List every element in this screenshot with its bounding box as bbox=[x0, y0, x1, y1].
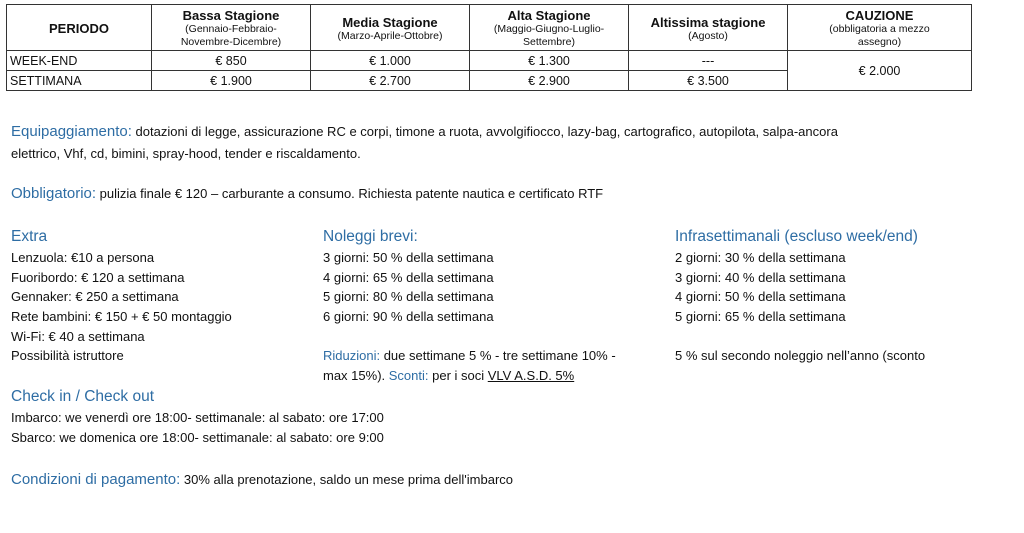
list-item: 2 giorni: 30 % della settimana bbox=[675, 250, 846, 265]
table-cell: € 1.300 bbox=[470, 51, 629, 71]
pagamento-label: Condizioni di pagamento: bbox=[11, 471, 181, 488]
list-item: Gennaker: € 250 a settimana bbox=[11, 289, 179, 305]
infrasettimanali-list bbox=[675, 248, 846, 327]
header-altissima-stagione bbox=[629, 5, 788, 51]
table-cell: € 2.900 bbox=[470, 71, 629, 91]
riduzioni-line2 bbox=[323, 366, 574, 386]
header-subtitle: (obbligatoria a mezzo assegno) bbox=[829, 23, 930, 48]
riduzioni-label: Riduzioni: bbox=[323, 348, 381, 363]
row-label: SETTIMANA bbox=[7, 71, 152, 91]
header-title: CAUZIONE bbox=[845, 8, 914, 23]
riduzioni-line1 bbox=[323, 346, 616, 366]
noleggi-brevi-title: Noleggi brevi: bbox=[323, 228, 418, 245]
price-table bbox=[6, 4, 972, 91]
header-subtitle: (Maggio-Giugno-Luglio-Settembre) bbox=[493, 23, 605, 48]
imbarco-text: Imbarco: we venerdì ore 18:00- settimanale: al sabato: ore 17:00 bbox=[11, 410, 384, 425]
extra-title: Extra bbox=[11, 228, 48, 245]
table-cell: --- bbox=[629, 51, 788, 71]
header-title: Media Stagione bbox=[342, 14, 438, 30]
sconti-label: Sconti: bbox=[385, 368, 429, 383]
equipaggiamento-section bbox=[11, 122, 838, 142]
list-item: 4 giorni: 65 % della settimana bbox=[323, 269, 494, 285]
equipaggiamento-text-line2: elettrico, Vhf, cd, bimini, spray-hood, tender e riscaldamento. bbox=[11, 146, 361, 161]
header-title: Altissima stagione bbox=[650, 14, 766, 30]
equipaggiamento-label: Equipaggiamento: bbox=[11, 123, 132, 140]
header-alta-stagione bbox=[470, 5, 629, 51]
list-item: 4 giorni: 50 % della settimana bbox=[675, 289, 846, 305]
obbligatorio-label: Obbligatorio: bbox=[11, 185, 97, 202]
table-cell: € 1.900 bbox=[152, 71, 311, 91]
list-item: 3 giorni: 50 % della settimana bbox=[323, 250, 494, 265]
obbligatorio-section bbox=[11, 184, 603, 204]
header-subtitle: (Agosto) bbox=[688, 29, 728, 42]
list-item: Rete bambini: € 150 + € 50 montaggio bbox=[11, 309, 232, 325]
pagamento-section bbox=[11, 470, 513, 490]
riduzioni-text-cont: max 15%). bbox=[323, 368, 386, 383]
header-media-stagione bbox=[311, 5, 470, 51]
table-cell: € 3.500 bbox=[629, 71, 788, 91]
row-label: WEEK-END bbox=[7, 51, 152, 71]
list-item: Fuoribordo: € 120 a settimana bbox=[11, 269, 185, 285]
noleggi-brevi-list bbox=[323, 248, 494, 327]
list-item: 6 giorni: 90 % della settimana bbox=[323, 309, 494, 325]
list-item: Wi-Fi: € 40 a settimana bbox=[11, 328, 145, 344]
table-row bbox=[7, 51, 972, 71]
infrasettimanali-note: 5 % sul secondo noleggio nell’anno (sconto bbox=[675, 348, 926, 363]
list-item: 5 giorni: 65 % della settimana bbox=[675, 309, 846, 325]
equipaggiamento-text-line1: dotazioni di legge, assicurazione RC e corpi, timone a ruota, avvolgifiocco, lazy-bag, cartografico, autopilota, salpa-ancora bbox=[131, 124, 838, 139]
header-title: Alta Stagione bbox=[507, 8, 591, 23]
sconti-text: per i soci bbox=[428, 368, 488, 383]
extra-list bbox=[11, 248, 232, 366]
header-subtitle: (Gennaio-Febbraio-Novembre-Dicembre) bbox=[180, 23, 282, 48]
sbarco-text: Sbarco: we domenica ore 18:00- settimanale: al sabato: ore 9:00 bbox=[11, 430, 384, 445]
header-title: Bassa Stagione bbox=[182, 8, 280, 23]
table-header-row bbox=[7, 5, 972, 51]
list-item: 3 giorni: 40 % della settimana bbox=[675, 269, 846, 285]
cauzione-value: € 2.000 bbox=[788, 51, 972, 91]
list-item: Lenzuola: €10 a persona bbox=[11, 250, 155, 265]
table-cell: € 2.700 bbox=[311, 71, 470, 91]
header-cauzione bbox=[788, 5, 972, 51]
infrasettimanali-title: Infrasettimanali (escluso week/end) bbox=[675, 228, 918, 245]
list-item: 5 giorni: 80 % della settimana bbox=[323, 289, 494, 305]
sconti-soci-link[interactable]: VLV A.S.D. 5% bbox=[487, 368, 575, 383]
header-bassa-stagione bbox=[152, 5, 311, 51]
table-cell: € 1.000 bbox=[311, 51, 470, 71]
riduzioni-text: due settimane 5 % - tre settimane 10% - bbox=[380, 348, 616, 363]
list-item: Possibilità istruttore bbox=[11, 348, 124, 364]
table-cell: € 850 bbox=[152, 51, 311, 71]
pagamento-text: 30% alla prenotazione, saldo un mese prima dell'imbarco bbox=[180, 472, 513, 487]
checkin-title: Check in / Check out bbox=[11, 388, 155, 405]
obbligatorio-text: pulizia finale € 120 – carburante a consumo. Richiesta patente nautica e certificato RTF bbox=[96, 186, 604, 201]
header-periodo: PERIODO bbox=[7, 5, 152, 51]
header-subtitle: (Marzo-Aprile-Ottobre) bbox=[337, 29, 443, 42]
